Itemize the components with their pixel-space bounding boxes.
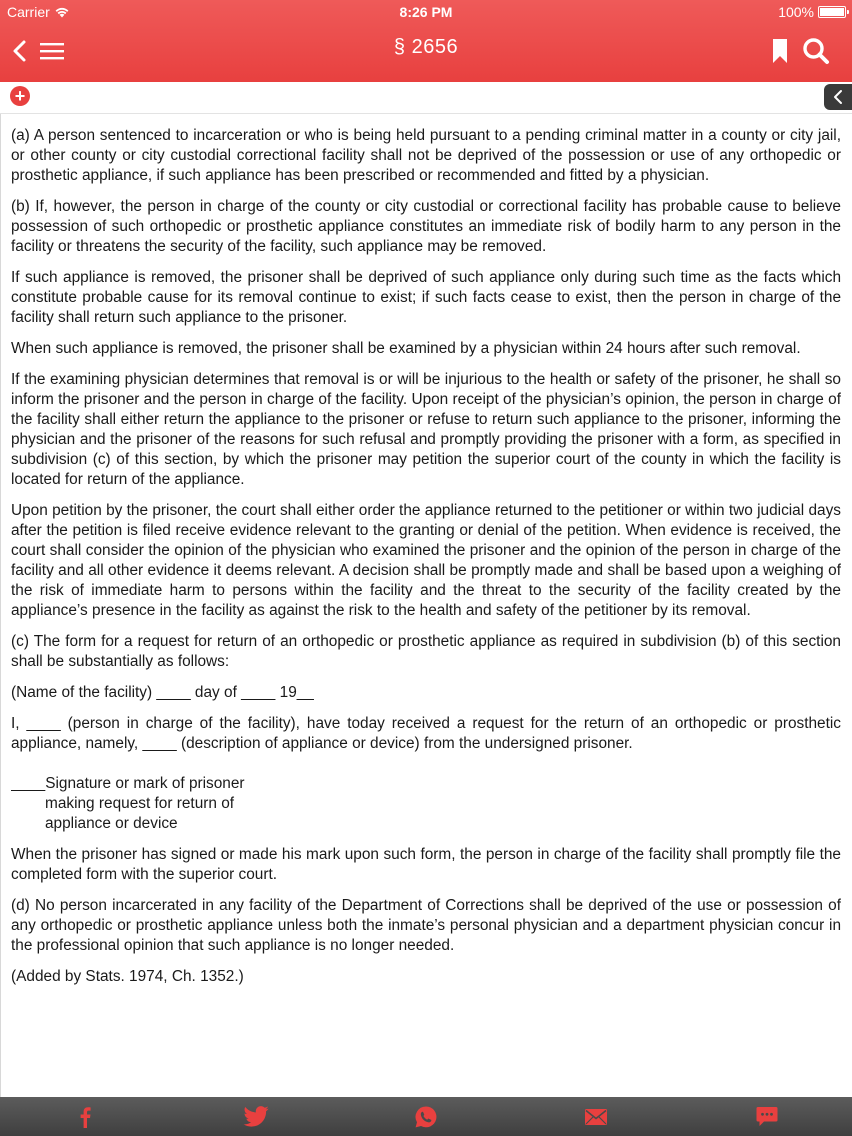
chevron-left-icon (832, 89, 844, 105)
battery-icon (818, 6, 846, 18)
share-email-button[interactable] (511, 1097, 681, 1136)
paragraph: (c) The form for a request for return of an orthopedic or prosthetic appliance as required in subdivision (b) of this section shall be substantially as follows: (11, 633, 841, 670)
facebook-icon (79, 1106, 91, 1128)
paragraph: If such appliance is removed, the prisoner shall be deprived of such appliance only during such time as the facts which constitute probable cause for its removal continue to exist; if such facts cease to exist, then the person in charge of the facility shall return such appliance to the prisoner. (11, 269, 841, 326)
paragraph: (Name of the facility) ____ day of ____ 19__ (11, 684, 314, 701)
statute-text (11, 126, 841, 1086)
signature-block (11, 774, 841, 834)
content-border (0, 114, 1, 1098)
paragraph: When the prisoner has signed or made his mark upon such form, the person in charge of the facility shall promptly file the completed form with the superior court. (11, 846, 841, 883)
history-note: (Added by Stats. 1974, Ch. 1352.) (11, 968, 244, 985)
content-toolbar (0, 82, 852, 114)
paragraph: I, ____ (person in charge of the facility), have today received a request for the return of an orthopedic or prosthetic appliance, namely, ____ (description of appliance or device) from the undersigned prisoner. (11, 715, 841, 752)
collapse-panel-button[interactable] (824, 84, 852, 110)
page-title: § 2656 (393, 36, 459, 58)
battery-indicator (778, 4, 846, 20)
share-whatsapp-button[interactable] (341, 1097, 511, 1136)
share-facebook-button[interactable] (0, 1097, 170, 1136)
plus-icon: + (14, 86, 26, 106)
app-header (0, 0, 852, 82)
twitter-icon (243, 1106, 269, 1127)
add-note-button[interactable] (10, 86, 30, 106)
share-message-button[interactable] (682, 1097, 852, 1136)
paragraph: (a) A person sentenced to incarceration or who is being held pursuant to a pending criminal matter in a county or city jail, or other county or city custodial correctional facility shall not be deprived of the possession or use of any orthopedic or prosthetic appliance, if such appliance has been prescribed or recommended and fitted by a physician. (11, 127, 841, 184)
email-icon (585, 1109, 607, 1125)
paragraph: Upon petition by the prisoner, the court shall either order the appliance returned to the petitioner or within two judicial days after the petition is filed receive evidence relevant to the granting or denial of the petition. When evidence is received, the court shall consider the opinion of the physician who examined the prisoner and the opinion of the person in charge of the facility and all other evidence it deems relevant. A decision shall be promptly made and shall be based upon a weighing of the risk of immediate harm to persons within the facility and the threat to the security of the facility created by the appliance’s presence in the facility as against the risk to the health and safety of the petitioner by its removal. (11, 502, 841, 619)
battery-label: 100% (778, 4, 814, 20)
share-twitter-button[interactable] (170, 1097, 340, 1136)
status-bar (0, 0, 852, 24)
paragraph: (d) No person incarcerated in any facility of the Department of Corrections shall be deprived of the use or possession of any orthopedic or prosthetic appliance unless both the inmate’s personal physician and a department physician concur in the professional opinion that such appliance is no longer needed. (11, 897, 841, 954)
bookmark-icon[interactable] (763, 34, 797, 68)
share-bar (0, 1097, 852, 1136)
message-icon (756, 1106, 778, 1128)
signature-caption: making request for return of (45, 795, 235, 812)
search-icon[interactable] (799, 34, 833, 68)
carrier-label: Carrier (7, 4, 50, 20)
whatsapp-icon (414, 1105, 438, 1129)
signature-caption: appliance or device (45, 815, 178, 832)
paragraph: (b) If, however, the person in charge of the county or city custodial or correctional facility has probable cause to believe possession of such orthopedic or prosthetic appliance constitutes an immediate risk of bodily harm to any person in the facility or threatens the security of the facility, such appliance may be removed. (11, 198, 841, 255)
nav-bar (0, 24, 852, 82)
paragraph: When such appliance is removed, the prisoner shall be examined by a physician within 24 hours after such removal. (11, 340, 801, 357)
status-time: 8:26 PM (399, 4, 453, 20)
paragraph: If the examining physician determines that removal is or will be injurious to the health or safety of the prisoner, he shall so inform the prisoner and the person in charge of the facility. Upon receipt of the physician’s opinion, the person in charge of the facility shall either return the appliance to the prisoner or refuse to return such appliance to the prisoner, informing the physician and the prisoner of the reasons for such refusal and promptly providing the prisoner with a form, as specified in subdivision (c) of this section, by which the prisoner may petition the superior court of the county in which the facility is located for return of the appliance. (11, 371, 841, 488)
signature-line: ____Signature or mark of prisoner (11, 775, 245, 792)
